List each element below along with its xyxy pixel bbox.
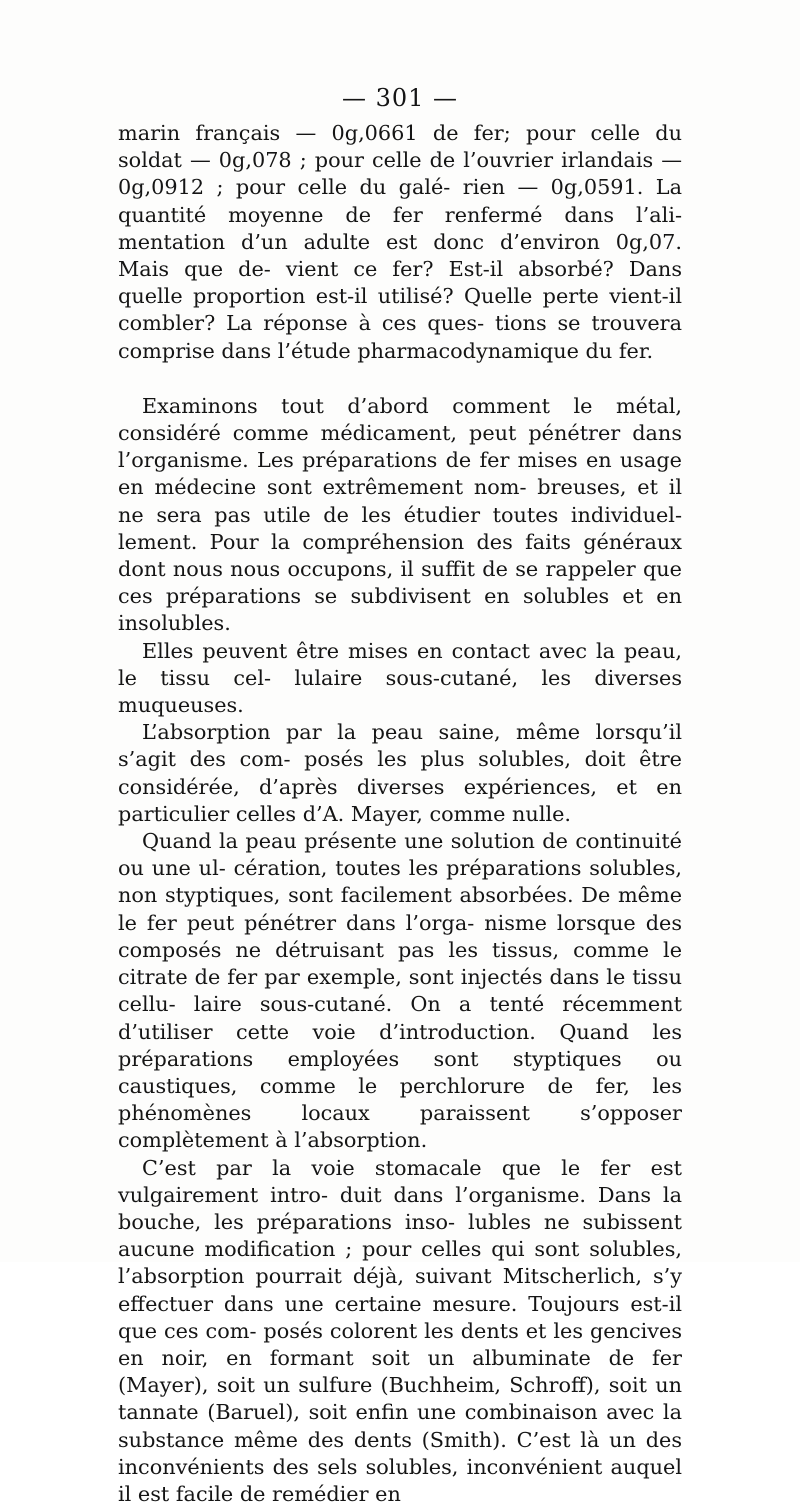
page-number: — 301 — [341, 84, 459, 112]
paragraph-1: marin français — 0g,0661 de fer; pour celle du soldat — 0g,078 ; pour celle de l’ouvrier irlandais — 0g,0912 ; pour celle du galé- rien — 0g,0591. La quantité moyenne de fer renfermé dans l’ali- mentation d’un adulte est donc d’environ 0g,07. Mais que de- vient ce fer? Est-il absorbé? Dans quelle proportion est-il utilisé? Quelle perte vient-il combler? La réponse à ces ques- tions se trouvera comprise dans l’étude pharmacodynamique du fer. [118, 121, 682, 363]
page-body [118, 120, 682, 1508]
paragraph-5: Quand la peau présente une solution de continuité ou une ul- cération, toutes les préparations solubles, non styptiques, sont facilement absorbées. De même le fer peut pénétrer dans l’orga- nisme lorsque des composés ne détruisant pas les tissus, comme le citrate de fer par exemple, sont injectés dans le tissu cellu- laire sous-cutané. On a tenté récemment d’utiliser cette voie d’introduction. Quand les préparations employées sont styptiques ou caustiques, comme le perchlorure de fer, les phénomènes locaux paraissent s’opposer complètement à l’absorption. [118, 829, 682, 1153]
paragraph-3: Elles peuvent être mises en contact avec la peau, le tissu cel- lulaire sous-cutané, les diverses muqueuses. [118, 638, 682, 718]
paragraph-2: Examinons tout d’abord comment le métal, considéré comme médicament, peut pénétrer dans l’organisme. Les préparations de fer mises en usage en médecine sont extrêmement nom- breuses, et il ne sera pas utile de les étudier toutes individuel- lement. Pour la compréhension des faits généraux dont nous nous occupons, il suffit de se rappeler que ces préparations se subdivisent en solubles et en insolubles. [118, 393, 682, 636]
paragraph-6: C’est par la voie stomacale que le fer est vulgairement intro- duit dans l’organisme. Dans la bouche, les préparations inso- lubles ne subissent aucune modification ; pour celles qui sont solubles, l’absorption pourrait déjà, suivant Mitscherlich, s’y effectuer dans une certaine mesure. Toujours est-il que ces com- posés colorent les dents et les gencives en noir, en formant soit un albuminate de fer (Mayer), soit un sulfure (Buchheim, Schroff), soit un tannate (Baruel), soit enfin une combinaison avec la substance même des dents (Smith). C’est là un des inconvénients des sels solubles, inconvénient auquel il est facile de remédier en [118, 1155, 682, 1506]
paragraph-4: L’absorption par la peau saine, même lorsqu’il s’agit des com- posés les plus solubles, doit être considérée, d’après diverses expériences, et en particulier celles d’A. Mayer, comme nulle. [118, 720, 682, 826]
paragraph-spacer [118, 365, 682, 393]
